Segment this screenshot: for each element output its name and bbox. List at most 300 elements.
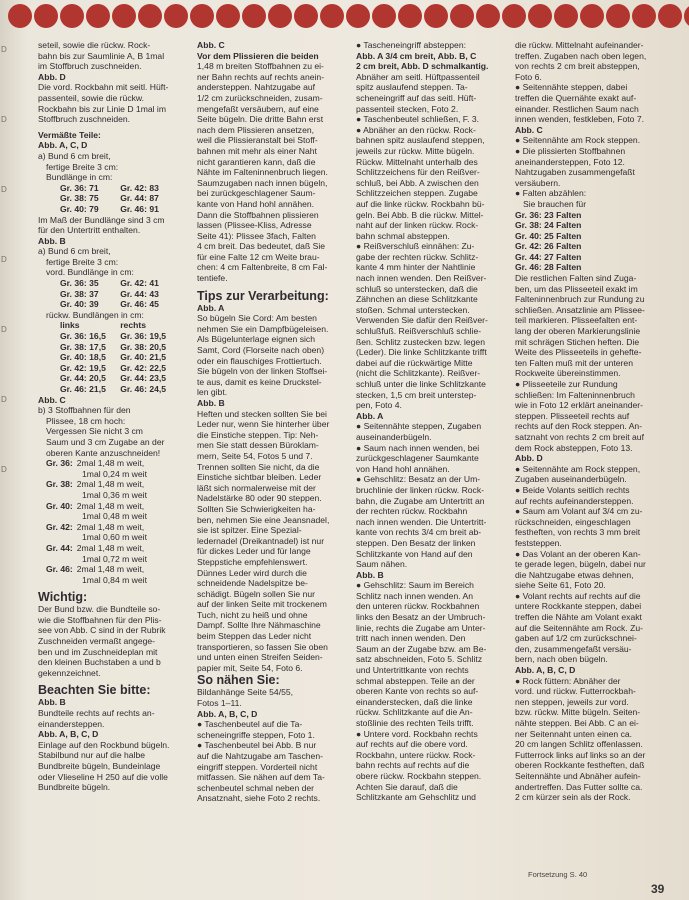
text-line: bahn rechts auf rechts auf die: [356, 760, 470, 771]
text-line: auf die linke rückw. Rockbahn bü-: [356, 198, 485, 209]
subheading: Abb. C: [38, 394, 66, 405]
text-line: ● Die plissierten Stoffbahnen: [515, 145, 626, 156]
text-line: Nähte im Falteninnenbruch liegen.: [197, 167, 328, 178]
text-line: 1mal 0,72 m weit: [82, 553, 147, 564]
text-line: Im Maß der Bundlänge sind 3 cm: [38, 214, 165, 225]
text-line: bzw. rückw. Mitte bügeln. Seiten-: [515, 707, 641, 718]
subheading: 2 cm breit, Abb. D schmalkantig.: [356, 61, 489, 72]
text-line: schluß so unterstecken, daß die: [356, 283, 478, 294]
text-line: Einlage auf den Rockbund bügeln.: [38, 739, 170, 750]
text-line: Bundteile rechts auf rechts an-: [38, 708, 155, 719]
text-line: und unten einen Streifen Seiden-: [197, 652, 323, 663]
text-line: ben, nehmen Sie eine Jeansnadel,: [197, 514, 330, 525]
text-line: Saum und 3 cm Zugabe an der: [46, 436, 165, 447]
text-line: ledernadel (Dreikantnadel) ist nur: [197, 535, 325, 546]
text-line: (nicht die Schlitzkante). Reißver-: [356, 368, 481, 379]
text-line: men Sie statt dessen Büroklam-: [197, 440, 319, 451]
decorative-dot: [476, 4, 500, 28]
size-table-row: [38, 320, 189, 331]
text-line: schädigt. Bügeln sollen Sie nur: [197, 588, 316, 599]
text-line: see von Abb. C sind in der Rubrik: [38, 625, 166, 636]
subheading: Abb. B: [197, 398, 225, 408]
subheading: Gr. 46: 28 Falten: [515, 262, 582, 273]
cell: Gr. 44: 23,5: [120, 373, 167, 384]
text-line: linie, rechts die Zugabe am Unter-: [356, 622, 486, 633]
cell: Gr. 36: 35: [60, 278, 99, 289]
text-line: vord. und rückw. Futterrockbah-: [515, 686, 636, 697]
text-line: ● Seitennähte am Rock steppen,: [515, 463, 641, 474]
subheading: Abb. C: [515, 124, 543, 135]
text-line: Nadelstärke 80 oder 90 steppen.: [197, 493, 322, 504]
subheading: Abb. C: [197, 40, 225, 50]
text-line: 1/2 cm zurückschneiden, zusam-: [197, 92, 323, 103]
text-line: schlußfuß. Reißverschluß schlie-: [356, 326, 482, 337]
text-line: kante 4 mm hinter der Nahtlinie: [356, 262, 476, 273]
text-line: tentiefe.: [197, 273, 228, 284]
text-line: den unteren rückw. Rockbahnen: [356, 601, 480, 612]
margin-letter: D: [1, 45, 7, 54]
text-line: bahn schmal absteppen.: [356, 230, 450, 241]
subheading: Abb. A 3/4 cm breit, Abb. B, C: [356, 50, 477, 61]
text-line: Dünnes Leder wird durch die: [197, 567, 307, 578]
cell: Gr. 40:: [46, 500, 73, 511]
text-line: Dampf. Sollte Ihre Nähmaschine: [197, 620, 321, 631]
decorative-dot: [398, 4, 422, 28]
text-line: schmal absteppen. Teile an der: [356, 675, 475, 686]
text-line: ● Saum nach innen wenden, bei: [356, 442, 480, 453]
text-line: rückschneiden, eingeschlagen: [515, 516, 631, 527]
text-line: b) 3 Stoffbahnen für den: [38, 405, 131, 416]
text-line: beim Steppen das Leder nicht: [197, 631, 312, 642]
text-line: 1mal 0,24 m weit: [82, 468, 147, 479]
text-line: ● Rock füttern: Abnäher der: [515, 675, 621, 686]
text-line: bahn, die Zugabe am Untertritt an: [356, 495, 485, 506]
size-entry: [38, 543, 189, 554]
text-line: te gerade legen, bügeln, dabei nur: [515, 559, 646, 570]
cell: 2mal 1,48 m weit,: [76, 564, 145, 575]
text-line: innen wenden, festkleben, Foto 7.: [515, 114, 644, 125]
decorative-dot: [554, 4, 578, 28]
subheading: Abb. A, C, D: [38, 140, 88, 151]
cell: 2mal 1,48 m weit,: [76, 479, 145, 490]
text-line: 1,48 m breiten Stoffbahnen zu ei-: [197, 61, 324, 72]
size-entry: [38, 522, 189, 533]
cell: Gr. 38:: [46, 479, 73, 490]
size-table-row: [38, 363, 189, 374]
text-line: rückw. Bundlängen in cm:: [46, 309, 144, 320]
decorative-dot: [242, 4, 266, 28]
size-table-row: [38, 373, 189, 384]
decorative-dot: [294, 4, 318, 28]
subheading: Abb. D: [515, 453, 543, 464]
text-line: ● Falten abzählen:: [515, 188, 587, 199]
text-line: Seite bügeln. Die dritte Bahn erst: [197, 114, 324, 125]
text-line: bahnen spitz auslaufend steppen,: [356, 135, 485, 146]
text-line: 2 cm kürzer sein als der Rock.: [515, 792, 631, 803]
text-line: So bügeln Sie Cord: Am besten: [197, 313, 317, 324]
text-line: bahnen mit mehr als einer Naht: [197, 145, 317, 156]
text-line: Bildanhänge Seite 54/55,: [197, 687, 294, 698]
text-line: oberen Kante von rechts so auf-: [356, 686, 479, 697]
decorative-dot: [86, 4, 110, 28]
cell: Gr. 40: 39: [60, 299, 99, 310]
text-line: auf rechts aufeinandersteppen.: [515, 495, 634, 506]
subheading: Abb. A, B, C, D: [197, 708, 258, 719]
text-line: schließen. Ansatzlinie am Plissee-: [515, 304, 645, 315]
cell: Gr. 44: 43: [120, 288, 159, 299]
subheading: Abb. A, B, C, D: [38, 729, 99, 740]
text-line: läßt sich normalerweise mit der: [197, 482, 316, 493]
text-line: te aus, damit es keine Druckstel-: [197, 376, 322, 387]
text-line: Der Bund bzw. die Bundteile so-: [38, 604, 161, 615]
text-line: steppen. Plisseeteil rechts auf: [515, 410, 630, 421]
text-line: pen, Foto 4.: [356, 400, 402, 411]
size-entry: [38, 479, 189, 490]
decorative-dot: [190, 4, 214, 28]
text-line: oder ein flauschiges Frottiertuch.: [197, 355, 322, 366]
text-line: fertige Breite 3 cm:: [46, 256, 119, 267]
text-line: Als Bügelunterlage eignen sich: [197, 334, 316, 345]
cell: Gr. 46:: [46, 564, 73, 575]
text-line: oberen Rockkante festheften, daß: [515, 760, 645, 771]
text-line: mitfassen. Sie nähen auf dem Ta-: [197, 772, 325, 783]
text-line: schließen: Im Falteninnenbruch: [515, 389, 635, 400]
decorative-dot: [580, 4, 604, 28]
margin-letter: D: [1, 115, 7, 124]
subheading: Gr. 42: 26 Falten: [515, 241, 582, 252]
text-line: tritt nach innen wenden. Den: [356, 633, 466, 644]
decorative-dot: [138, 4, 162, 28]
text-line: treffen die Nähte am Volant exakt: [515, 612, 642, 623]
text-line: kante von rechts 3/4 cm breit ab-: [356, 527, 482, 538]
text-line: Bundbreite bügeln.: [38, 782, 111, 793]
cell: Gr. 36: 19,5: [120, 331, 167, 342]
text-line: bruchlinie der linken rückw. Rock-: [356, 484, 485, 495]
section-heading: Beachten Sie bitte:: [38, 683, 151, 698]
text-line: einanderstecken, daß die linke: [356, 696, 473, 707]
margin-marks: [0, 0, 10, 900]
text-line: ● Das Volant an der oberen Kan-: [515, 548, 641, 559]
text-line: Rockweite übereinstimmen.: [515, 368, 621, 379]
size-table-row: [38, 278, 189, 289]
text-line: zurückgeschlagener Saumkante: [356, 453, 479, 464]
text-line: dem Rock absteppen, Foto 13.: [515, 442, 633, 453]
text-line: Saum nähen.: [356, 559, 408, 570]
text-line: stecken, 1,5 cm breit unterstep-: [356, 389, 477, 400]
cell: Gr. 42: 41: [120, 278, 159, 289]
text-line: len gibt.: [197, 387, 228, 398]
text-line: für dickes Leder und für lange: [197, 546, 311, 557]
decorative-dot: [8, 4, 32, 28]
size-table-row: [38, 342, 189, 353]
text-line: oberen Kante anzuschneiden!: [46, 447, 161, 458]
subheading: Gr. 36: 23 Falten: [515, 209, 582, 220]
subheading: Abb. A: [356, 410, 384, 421]
text-line: vord. Bundlänge in cm:: [46, 267, 134, 278]
text-line: auf die Seitennähte am Rock. Zu-: [515, 622, 644, 633]
text-line: der rechten rückw. Rockbahn: [356, 506, 468, 517]
size-table-row: [38, 299, 189, 310]
decorative-dot: [424, 4, 448, 28]
text-line: von rechts 2 cm breit absteppen,: [515, 61, 640, 72]
margin-letter: D: [1, 185, 7, 194]
text-line: Einstiche sichtbar bleiben. Leder: [197, 472, 322, 483]
text-line: Heften und stecken sollten Sie bei: [197, 408, 327, 419]
margin-letter: D: [1, 395, 7, 404]
decorative-dot: [164, 4, 188, 28]
text-line: ● Taschenbeutel schließen, F. 3.: [356, 114, 480, 125]
cell: Gr. 38: 75: [60, 193, 99, 204]
text-line: ● Tascheneingriff absteppen:: [356, 40, 466, 50]
text-line: gekennzeichnet.: [38, 667, 101, 678]
text-line: ● Abnäher an den rückw. Rock-: [356, 124, 476, 135]
decorative-dot: [34, 4, 58, 28]
text-line: bei zurückgeschlagener Saum-: [197, 188, 316, 199]
text-line: rückw. Schlitzkante auf die An-: [356, 707, 473, 718]
cell: 2mal 1,48 m weit,: [76, 542, 145, 553]
text-line: Tuch, nicht zu heiß und ohne: [197, 609, 308, 620]
text-line: eingriff steppen. Vorderteil nicht: [197, 761, 318, 772]
size-table-row: [38, 183, 189, 194]
cell: Gr. 36:: [46, 458, 73, 469]
cell: rechts: [120, 320, 146, 331]
text-line: Zugaben auseinanderbügeln.: [515, 474, 627, 485]
text-line: rechts auf den Rock steppen. An-: [515, 421, 643, 432]
text-line: 20 cm langen Schlitz offenlassen.: [515, 739, 643, 750]
text-line: ● Untere vord. Rockbahn rechts: [356, 728, 478, 739]
cell: Gr. 42: 83: [120, 182, 159, 193]
text-line: Saum an der Zugabe bzw. am Be-: [356, 643, 487, 654]
text-line: ● Gehschlitz: Saum im Bereich: [356, 580, 474, 591]
cell: Gr. 38: 37: [60, 288, 99, 299]
text-line: naht auf der linken rückw. Rock-: [356, 220, 479, 231]
text-line: einander. Restlichen Saum nach: [515, 103, 639, 114]
column-1: [38, 40, 189, 860]
subheading: Abb. B: [38, 697, 66, 708]
text-line: auseinanderbügeln.: [356, 431, 432, 442]
text-line: einandersteppen.: [38, 718, 105, 729]
margin-letter: D: [1, 325, 7, 334]
text-line: nach innen wenden. Die Untertritt-: [356, 516, 487, 527]
text-line: aneinandersteppen, Foto 12.: [515, 156, 625, 167]
cell: Gr. 46: 91: [120, 203, 159, 214]
decorative-dot: [606, 4, 630, 28]
text-line: Ansatznaht, siehe Foto 2 rechts.: [197, 793, 321, 804]
text-line: Dann die Stoffbahnen plissieren: [197, 209, 319, 220]
text-line: nehmen Sie ein Dampfbügeleisen.: [197, 323, 329, 334]
text-line: nähte steppen. Bei Abb. C an ei-: [515, 718, 639, 728]
text-line: Fotos 1–11.: [197, 698, 242, 709]
text-line: Nahtzugaben zusammengefaßt: [515, 167, 635, 178]
text-line: 1mal 0,60 m weit: [82, 532, 147, 543]
text-line: Plissee, 18 cm hoch:: [46, 415, 126, 426]
text-line: auf rechts auf die obere vord.: [356, 739, 468, 750]
text-line: weil die Plissieranstalt bei Stoff-: [197, 135, 318, 146]
text-line: ● Volant rechts auf rechts auf die: [515, 590, 641, 601]
text-line: spitz auslaufend steppen. Ta-: [356, 82, 468, 93]
cell: 2mal 1,48 m weit,: [76, 521, 145, 532]
text-line: Trennen sollten Sie nicht, da die: [197, 461, 320, 472]
cell: Gr. 44: 87: [120, 193, 159, 204]
text-line: ner Seitennaht unten einen ca.: [515, 728, 633, 739]
text-line: feststeppen.: [515, 537, 562, 548]
text-line: 1mal 0,48 m weit: [82, 511, 147, 522]
text-line: Weite des Plisseeteils in gehefte-: [515, 347, 642, 358]
decorative-dot: [528, 4, 552, 28]
text-line: oder Vlieseline H 250 auf die volle: [38, 771, 168, 782]
text-line: satz abschneiden, Foto 5. Schlitz: [356, 654, 483, 665]
text-line: untere Rockkante steppen, dabei: [515, 601, 642, 612]
cell: Gr. 44:: [46, 542, 73, 553]
size-table-row: [38, 204, 189, 215]
size-table-row: [38, 193, 189, 204]
text-line: scheneingriff auf das seitl. Hüft-: [356, 92, 477, 103]
text-line: Foto 6.: [515, 71, 542, 82]
text-line: ● Taschenbeutel bei Abb. B nur: [197, 740, 317, 751]
cell: Gr. 42: 19,5: [60, 362, 106, 373]
text-line: 1mal 0,84 m weit: [82, 574, 147, 585]
text-line: bern, nach oben bügeln.: [515, 654, 608, 665]
text-line: passenteil, sowie die rückw.: [38, 92, 145, 103]
decorative-dot: [216, 4, 240, 28]
text-line: gaben auf 1/2 cm zurückschnei-: [515, 633, 637, 644]
text-line: Schlitz nach innen wenden. An: [356, 590, 474, 601]
text-line: treffen die Quernähte exakt auf-: [515, 92, 637, 103]
text-line: ten Falten muß mit der unteren: [515, 357, 633, 368]
subheading: Abb. A: [197, 302, 225, 313]
text-line: 4 cm breit. Das bedeutet, daß Sie: [197, 241, 326, 252]
text-line: jeweils zur rückw. Mitte bügeln.: [356, 145, 475, 156]
text-line: nach innen wenden. Den Reißver-: [356, 273, 487, 284]
text-line: 1mal 0,36 m weit: [82, 489, 147, 500]
decorative-dot: [112, 4, 136, 28]
text-line: siehe Seite 61, Foto 20.: [515, 580, 606, 591]
text-line: stoßen. Schmal unterstecken.: [356, 304, 470, 315]
text-line: geln. Bei Abb. B die rückw. Mittel-: [356, 209, 484, 220]
text-line: seteil, sowie die rückw. Rock-: [38, 40, 151, 50]
cell: Gr. 46: 45: [120, 299, 159, 310]
text-line: ßen. Schlitz zustecken bzw. legen: [356, 336, 485, 347]
subheading: Abb. B: [38, 235, 66, 246]
text-line: passenteil stecken, Foto 2.: [356, 103, 459, 114]
subheading: Abb. B: [356, 569, 384, 580]
text-line: nach dem Plissieren ansetzen,: [197, 124, 315, 135]
text-line: im Stoffbruch zuschneiden.: [38, 61, 142, 72]
text-line: andersteppen. Nahtzugabe auf: [197, 82, 316, 93]
text-line: transportieren, so fassen Sie oben: [197, 641, 328, 652]
cell: Gr. 40: 21,5: [120, 352, 167, 363]
text-line: ben, um das Plisseeteil exakt im: [515, 283, 638, 294]
cell: Gr. 42: 22,5: [120, 362, 167, 373]
size-table-row: [38, 384, 189, 395]
continuation-note: Fortsetzung S. 40: [528, 870, 588, 879]
text-line: teil markieren. Plisseefalten ent-: [515, 315, 638, 326]
cell: links: [60, 320, 80, 331]
text-line: Stoffbruch zuschneiden.: [38, 114, 131, 125]
cell: Gr. 40: 79: [60, 203, 99, 214]
text-line: (Leder). Die linke Schlitzkante trifft: [356, 347, 487, 358]
text-line: und Untertrittkante von rechts: [356, 665, 469, 676]
section-heading: Wichtig:: [38, 590, 88, 605]
cell: 2mal 1,48 m weit,: [76, 500, 145, 511]
text-line: Seitennähte und Abnäher aufein-: [515, 770, 641, 781]
text-line: von Hand hohl annähen.: [356, 463, 450, 474]
cell: Gr. 46: 21,5: [60, 384, 106, 394]
page-number: 39: [651, 882, 665, 896]
cell: Gr. 38: 20,5: [120, 341, 167, 352]
cell: Gr. 44: 20,5: [60, 373, 106, 384]
cell: Gr. 40: 18,5: [60, 352, 106, 363]
decorative-dot: [268, 4, 292, 28]
text-line: schluß unter die linke Schlitzkante: [356, 379, 486, 389]
cell: Gr. 36: 16,5: [60, 331, 106, 342]
text-line: scheneingriffe steppen, Foto 1.: [197, 729, 315, 740]
text-line: schenbeutel schmal neben der: [197, 782, 315, 793]
text-line: Achten Sie darauf, daß die: [356, 781, 458, 792]
margin-letter: D: [1, 465, 7, 474]
cell: Gr. 42:: [46, 521, 73, 532]
text-line: bahn bis zur Saumlinie A, B 1mal: [38, 50, 165, 61]
text-line: die rückw. Mittelnaht aufeinander-: [515, 40, 644, 50]
size-entry: [38, 458, 189, 469]
text-line: wie in Foto 12 erklärt aneinander-: [515, 400, 644, 411]
text-line: stoßlinie des rechten Teils trifft.: [356, 718, 474, 728]
decorative-dot: [372, 4, 396, 28]
text-line: nicht garantieren kann, daß die: [197, 156, 316, 167]
text-line: Schlitzzeichen steppen. Zugabe: [356, 188, 478, 199]
text-line: ● Saum am Volant auf 3/4 cm zu-: [515, 506, 643, 517]
text-line: andertreffen. Das Futter sollte ca.: [515, 781, 643, 792]
text-line: den kleinen Buchstaben a und b: [38, 657, 161, 668]
text-columns: [38, 40, 666, 860]
text-line: auf die Nahtzugabe am Taschen-: [197, 751, 323, 761]
text-line: ● Reißverschluß einnähen: Zu-: [356, 241, 475, 252]
text-line: Verwenden Sie dafür den Reißver-: [356, 315, 488, 326]
text-line: Schlitzzeichens für den Reißver-: [356, 167, 480, 178]
text-line: die Einstiche steppen. Tip: Neh-: [197, 429, 319, 440]
text-line: Falteninnenbruch zur Rundung zu: [515, 294, 645, 305]
text-line: Stabilbund nur auf die halbe: [38, 750, 146, 761]
subheading: Vor dem Plissieren die beiden: [197, 50, 319, 61]
cell: Gr. 36: 71: [60, 182, 99, 193]
text-line: ● Seitennähte steppen, Zugaben: [356, 421, 482, 432]
text-line: nen steppen, jeweils zur vord.: [515, 696, 629, 707]
text-line: Bundbreite bügeln, Bundeinlage: [38, 761, 161, 771]
text-line: lassen (Plissee-Kliss, Adresse: [197, 220, 312, 231]
subheading: Abb. D: [38, 71, 66, 82]
text-line: Steppstiche empfehlenswert.: [197, 556, 308, 567]
decorative-dot: [60, 4, 84, 28]
cell: Gr. 46: 24,5: [120, 384, 167, 394]
text-line: schluß, bei Abb. A zwischen den: [356, 177, 479, 188]
decorative-dot: [346, 4, 370, 28]
decorative-dot: [632, 4, 656, 28]
section-heading: Tips zur Verarbeitung:: [197, 288, 329, 303]
decorative-dot: [502, 4, 526, 28]
text-line: ● Seitennähte am Rock steppen.: [515, 135, 641, 146]
text-line: schneidende Nadelspitze be-: [197, 578, 308, 589]
subheading: Gr. 40: 25 Falten: [515, 230, 582, 241]
text-line: lang der oberen Markierungslinie: [515, 326, 641, 337]
column-3: [356, 40, 507, 860]
cell: Gr. 38: 17,5: [60, 341, 106, 352]
text-line: ner Bahn rechts auf rechts anein-: [197, 71, 325, 82]
section-heading: So nähen Sie:: [197, 673, 280, 688]
text-line: ● Gehschlitz: Besatz an der Um-: [356, 474, 481, 485]
text-line: Die vord. Rockbahn mit seitl. Hüft-: [38, 82, 169, 93]
subheading: Gr. 44: 27 Falten: [515, 251, 582, 262]
text-line: Rückw. Mittelnaht unterhalb des: [356, 156, 478, 167]
